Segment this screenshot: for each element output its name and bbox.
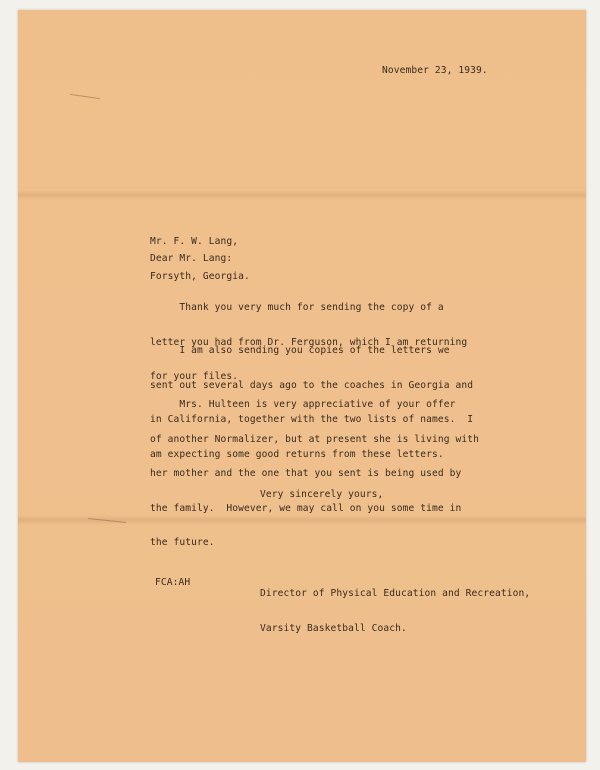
salutation: Dear Mr. Lang: [150, 253, 233, 264]
paragraph-line: the family. However, we may call on you some time in [150, 502, 462, 514]
complimentary-close: Very sincerely yours, [260, 489, 384, 500]
paragraph-line: of another Normalizer, but at present she is living with [150, 433, 480, 445]
signature-title [260, 565, 530, 657]
paper-scratch [70, 94, 100, 99]
paragraph-line: in California, together with the two lists of names. I [150, 414, 474, 425]
paragraph-line: her mother and the one that you sent is being used by [150, 468, 462, 479]
paper-fold [18, 190, 586, 200]
address-line: Mr. F. W. Lang, [150, 236, 239, 247]
paragraph-line: the future. [150, 537, 215, 548]
address-line: Forsyth, Georgia. [150, 270, 250, 282]
reference-initials: FCA:AH [155, 577, 191, 588]
title-line: Varsity Basketball Coach. [260, 622, 407, 634]
body-paragraph-3 [150, 376, 479, 572]
paragraph-line: letter you had from Dr. Ferguson, which I am returning [150, 336, 468, 348]
paragraph-line: for your files. [150, 371, 239, 382]
title-line: Director of Physical Education and Recreation, [260, 588, 531, 599]
letter-date: November 23, 1939. [382, 65, 488, 76]
paragraph-line: Mrs. Hulteen is very appreciative of your offer [150, 399, 456, 410]
paragraph-line: am expecting some good returns from these letters. [150, 448, 444, 460]
paragraph-line: I am also sending you copies of the letters we [150, 345, 450, 356]
paragraph-line: Thank you very much for sending the copy of a [150, 302, 444, 313]
paragraph-line: sent out several days ago to the coaches in Georgia and [150, 379, 474, 391]
